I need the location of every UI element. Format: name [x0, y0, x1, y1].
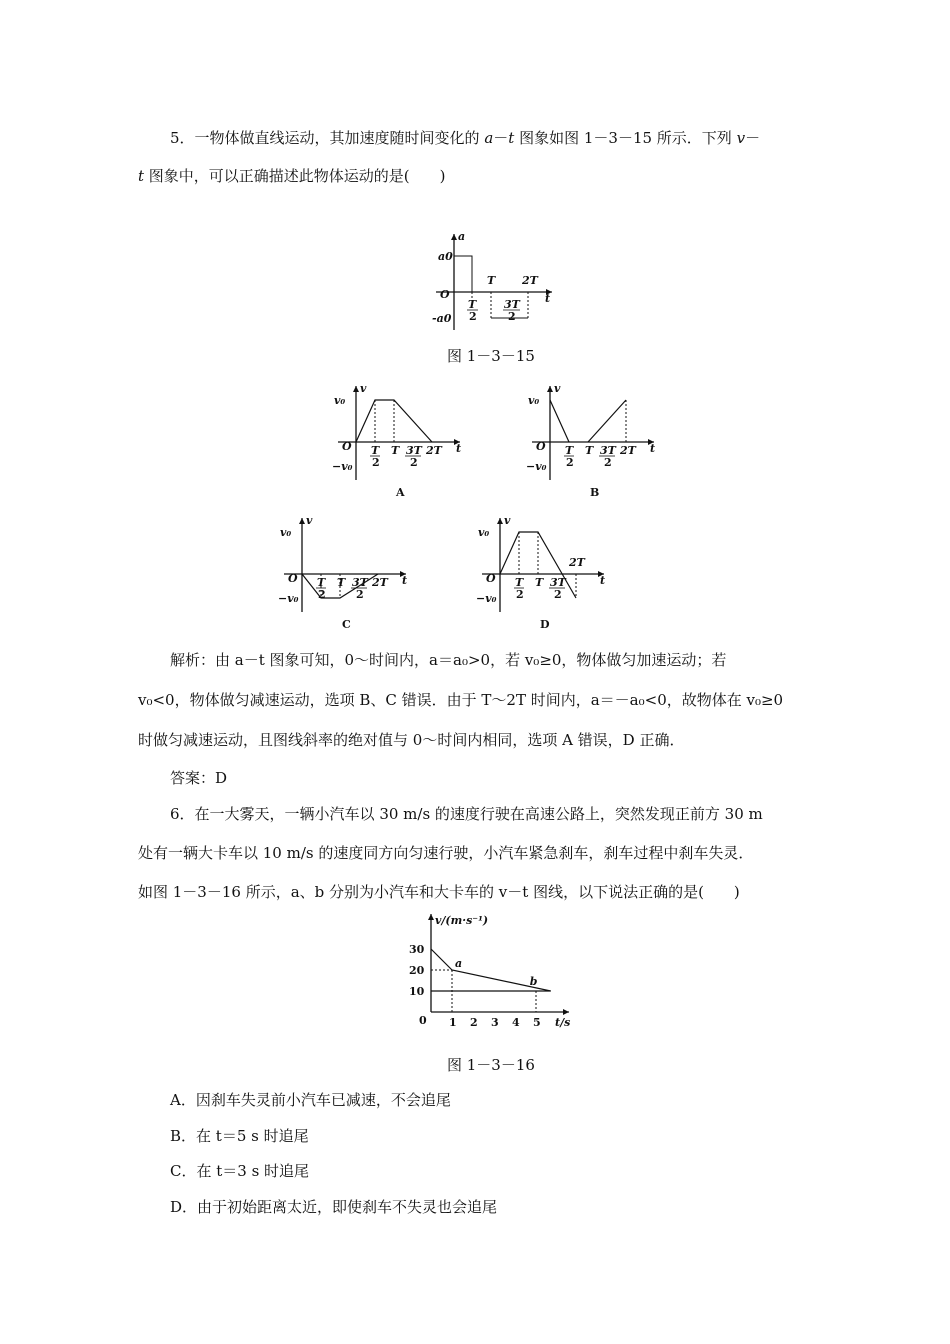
tick-3T2-num: 3T — [406, 444, 422, 457]
x-tick-label: 3 — [491, 1016, 499, 1029]
option-label: A — [396, 486, 405, 498]
y-tick-label: 10 — [409, 985, 425, 998]
x-tick-label: 4 — [512, 1016, 520, 1029]
option-label: B — [590, 486, 600, 498]
tick-2T: 2T — [426, 444, 442, 457]
tick-3T2-den: 2 — [604, 456, 612, 469]
tick-T: T — [487, 274, 496, 287]
v-axis-arrow — [299, 518, 305, 524]
neg-v0-label: −v₀ — [526, 460, 547, 473]
q5-line1: 5．一物体做直线运动，其加速度随时间变化的 a－t 图象如图 1－3－15 所示．下列 v－ — [170, 129, 761, 147]
x-tick-label: 2 — [470, 1016, 478, 1029]
q5-line2: t 图象中，可以正确描述此物体运动的是( ) — [138, 167, 446, 185]
tick-2T: 2T — [620, 444, 636, 457]
t-label: t — [600, 574, 606, 587]
v-axis-arrow — [547, 386, 553, 392]
tick-T2-num: T — [565, 444, 574, 457]
tick-3T2-num: 3T — [550, 576, 566, 589]
tick-T: T — [391, 444, 400, 457]
x-axis-arrow — [563, 1009, 569, 1015]
neg-v0-label: −v₀ — [278, 592, 299, 605]
tick-3T2-den: 2 — [356, 588, 364, 601]
tick-T: T — [535, 576, 544, 589]
tick-3T2-den: 2 — [410, 456, 418, 469]
y-axis-label: a — [458, 230, 466, 243]
q5-analysis-line1: 解析：由 a－t 图象可知，0～时间内，a＝a₀>0，若 v₀≥0，物体做匀加速运动；若 — [170, 651, 727, 669]
fig1-caption: 图 1－3－15 — [447, 347, 535, 365]
choice-d[interactable]: D．由于初始距离太近，即使刹车不失灵也会追尾 — [170, 1198, 498, 1216]
origin-label: O — [440, 288, 450, 301]
option-graph-d[interactable] — [474, 510, 614, 630]
choice-c[interactable]: C．在 t＝3 s 时追尾 — [170, 1162, 310, 1180]
option-label: C — [342, 618, 351, 630]
tick-T2-den: 2 — [516, 588, 524, 601]
tick-T2-den: 2 — [372, 456, 380, 469]
tick-T2: T — [468, 298, 477, 311]
v0-label: v₀ — [528, 394, 540, 407]
series-label-a: a — [455, 957, 463, 970]
t-label: t — [456, 442, 462, 455]
q5-analysis-line2: v₀<0，物体做匀减速运动，选项 B、C 错误．由于 T～2T 时间内，a＝－a₀<0，故物体在 v₀≥0 — [138, 691, 784, 709]
neg-a0-label: -a0 — [432, 312, 452, 325]
x-tick-label: 1 — [449, 1016, 457, 1029]
q6-line2: 处有一辆大卡车以 10 m/s 的速度同方向匀速行驶，小汽车紧急刹车，刹车过程中刹车失灵． — [138, 844, 754, 862]
x-axis-label: t/s — [555, 1016, 571, 1029]
series-label-b: b — [529, 975, 538, 988]
tick-3T2-num: 3T — [352, 576, 368, 589]
figure-a-t-graph — [428, 226, 558, 336]
tick-3T2-den: 2 — [554, 588, 562, 601]
origin-label: O — [342, 440, 352, 453]
tick-T2-num: T — [371, 444, 380, 457]
svg-text:2: 2 — [508, 310, 516, 323]
neg-v0-label: −v₀ — [332, 460, 353, 473]
v0-label: v₀ — [334, 394, 346, 407]
v-axis-label: v — [360, 382, 367, 395]
v-axis-arrow — [353, 386, 359, 392]
v-t-line — [588, 400, 626, 442]
t-label: t — [650, 442, 656, 455]
tick-2T: 2T — [569, 556, 585, 569]
origin-label: 0 — [419, 1014, 427, 1027]
tick-T: T — [337, 576, 346, 589]
v0-label: v₀ — [280, 526, 292, 539]
y-axis-label: v/(m·s⁻¹) — [435, 914, 489, 927]
tick-T2-num: T — [317, 576, 326, 589]
origin-label: O — [536, 440, 546, 453]
x-tick-label: 5 — [533, 1016, 541, 1029]
neg-v0-label: −v₀ — [476, 592, 497, 605]
t-axis-label: t — [545, 292, 551, 305]
option-graph-b[interactable] — [524, 378, 664, 498]
q5-analysis-line3: 时做匀减速运动，且图线斜率的绝对值与 0～时间内相同，选项 A 错误，D 正确． — [138, 731, 685, 749]
figure-v-t-chart — [405, 908, 575, 1030]
tick-2T: 2T — [522, 274, 538, 287]
y-tick-label: 20 — [409, 964, 425, 977]
tick-3T2: 3T — [504, 298, 520, 311]
choice-a[interactable]: A．因刹车失灵前小汽车已减速，不会追尾 — [170, 1091, 451, 1109]
origin-label: O — [486, 572, 496, 585]
v-axis-label: v — [554, 382, 561, 395]
q6-line1: 6．在一大雾天，一辆小汽车以 30 m/s 的速度行驶在高速公路上，突然发现正前方 30 m — [170, 805, 763, 823]
tick-3T2-num: 3T — [600, 444, 616, 457]
svg-text:2: 2 — [469, 310, 477, 323]
q6-line3: 如图 1－3－16 所示，a、b 分别为小汽车和大卡车的 v－t 图线，以下说法正确的是( ) — [138, 883, 740, 901]
v-axis-arrow — [497, 518, 503, 524]
tick-2T: 2T — [372, 576, 388, 589]
y-axis-arrow — [428, 914, 434, 920]
tick-T2-den: 2 — [318, 588, 326, 601]
v-axis-label: v — [306, 514, 313, 527]
v-t-line — [550, 400, 569, 442]
origin-label: O — [288, 572, 298, 585]
option-graph-a[interactable] — [330, 378, 470, 498]
t-label: t — [402, 574, 408, 587]
tick-T: T — [585, 444, 594, 457]
option-graph-c[interactable] — [276, 510, 416, 630]
fig2-caption: 图 1－3－16 — [447, 1056, 535, 1074]
option-label: D — [540, 618, 550, 630]
v0-label: v₀ — [478, 526, 490, 539]
tick-T2-den: 2 — [566, 456, 574, 469]
v-axis-label: v — [504, 514, 511, 527]
y-tick-label: 30 — [409, 943, 425, 956]
q5-answer: 答案：D — [170, 769, 228, 787]
tick-T2-num: T — [515, 576, 524, 589]
choice-b[interactable]: B．在 t＝5 s 时追尾 — [170, 1127, 309, 1145]
a0-label: a0 — [438, 250, 453, 263]
